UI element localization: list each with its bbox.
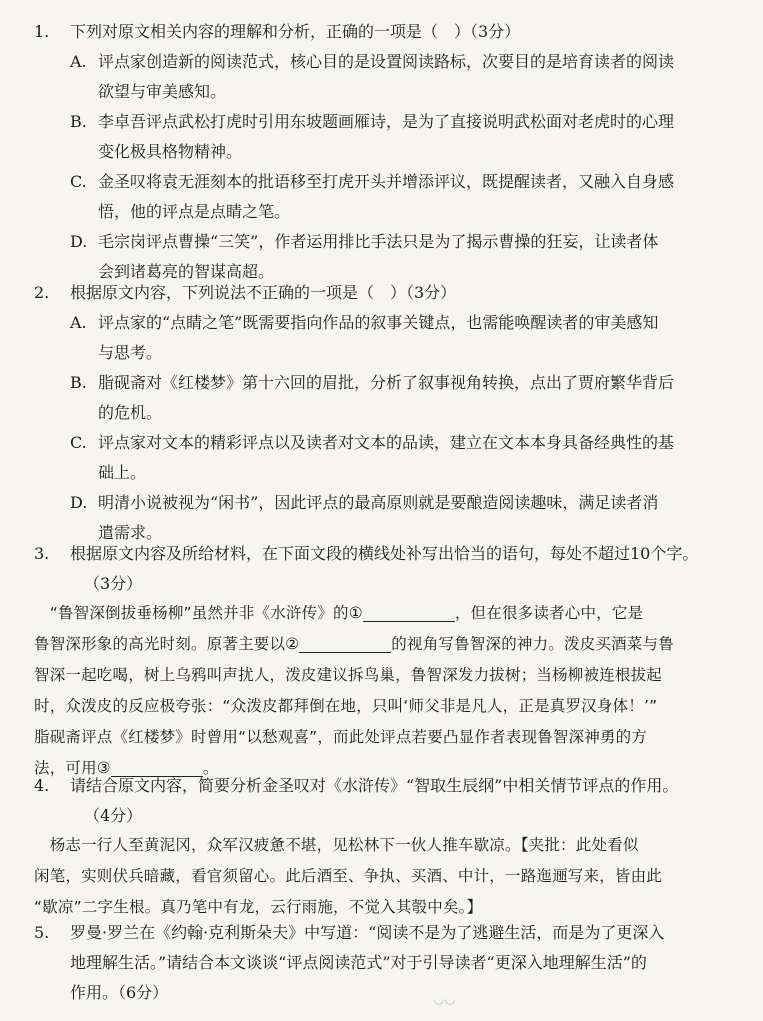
option-letter: A. <box>70 313 87 332</box>
watermark-icon: ◡◡ <box>433 992 456 1007</box>
passage-text: “歇凉”二字生根。真乃笔中有龙，云行雨施，不觉入其彀中矣。】 <box>34 898 483 916</box>
passage-text: 脂砚斋评点《红楼梦》时曾用“以愁观喜”，而此处评点若要凸显作者表现鲁智深神勇的方 <box>34 728 648 746</box>
question-stem: 下列对原文相关内容的理解和分析，正确的一项是（ ）（3分） <box>70 22 521 41</box>
passage-text: 杨志一行人至黄泥冈，众军汉疲惫不堪，见松林下一伙人推车歇凉。【夹批：此处看似 <box>34 836 639 854</box>
option-letter: C. <box>70 172 87 191</box>
question-number: 5. <box>34 923 50 942</box>
question-stem: 根据原文内容，下列说法不正确的一项是（ ）（3分） <box>70 283 457 302</box>
passage-text: 。 <box>202 759 219 777</box>
question-4 <box>34 771 734 831</box>
passage-text: 智深一起吃喝，树上乌鸦叫声扰人，泼皮建议拆鸟巢，鲁智深发力拔树；当杨柳被连根拔起 <box>34 666 663 684</box>
option-text: 的危机。 <box>98 403 163 422</box>
question-points: （3分） <box>84 574 143 593</box>
passage-text: ，但在很多读者心中，它是 <box>454 604 644 622</box>
question-number: 4. <box>34 776 50 795</box>
option-text: 础上。 <box>98 463 147 482</box>
passage-text: 的视角写鲁智深的神力。泼皮买酒菜与鲁 <box>391 635 674 653</box>
option-text: 遣需求。 <box>98 523 163 542</box>
option-text: 明清小说被视为“闲书”，因此评点的最高原则就是要酿造阅读趣味，满足读者消 <box>98 493 659 512</box>
answer-blank-1[interactable] <box>363 603 455 622</box>
question-stem: 罗曼·罗兰在《约翰·克利斯朵夫》中写道：“阅读不是为了逃避生活，而是为了更深入 <box>70 923 665 942</box>
question-2 <box>34 278 734 548</box>
question-points: （4分） <box>84 806 143 825</box>
question-stem: 请结合原文内容，简要分析金圣叹对《水浒传》“智取生辰纲”中相关情节评点的作用。 <box>70 776 679 795</box>
option-letter: D. <box>70 232 88 251</box>
option-letter: D. <box>70 493 88 512</box>
option-letter: B. <box>70 373 87 392</box>
question-stem: 作用。（6分） <box>70 983 169 1002</box>
question-number: 1. <box>34 22 50 41</box>
option-text: 评点家的“点睛之笔”既需要指向作品的叙事关键点，也需能唤醒读者的审美感知 <box>98 313 659 332</box>
question-number: 3. <box>34 544 50 563</box>
question-3 <box>34 539 734 599</box>
option-letter: A. <box>70 52 87 71</box>
option-text: 评点家创造新的阅读范式，核心目的是设置阅读路标，次要目的是培育读者的阅读 <box>98 52 675 71</box>
option-text: 金圣叹将袁无涯刻本的批语移至打虎开头并增添评议，既提醒读者，又融入自身感 <box>98 172 675 191</box>
option-text: 与思考。 <box>98 343 163 362</box>
question-stem: 根据原文内容及所给材料，在下面文段的横线处补写出恰当的语句，每处不超过10个字。 <box>70 544 699 563</box>
question-1 <box>34 17 734 287</box>
option-text: 李卓吾评点武松打虎时引用东坡题画雁诗，是为了直接说明武松面对老虎时的心理 <box>98 112 675 131</box>
question-stem: 地理解生活。”请结合本文谈谈“评点阅读范式”对于引导读者“更深入地理解生活”的 <box>70 953 647 972</box>
question-number: 2. <box>34 283 50 302</box>
passage-text: “鲁智深倒拔垂杨柳”虽然并非《水浒传》的① <box>34 604 363 622</box>
question-4-passage <box>34 830 724 923</box>
option-letter: C. <box>70 433 87 452</box>
answer-blank-2[interactable] <box>299 634 391 653</box>
option-text: 脂砚斋对《红楼梦》第十六回的眉批，分析了叙事视角转换，点出了贾府繁华背后 <box>98 373 675 392</box>
passage-text: 闲笔，实则伏兵暗藏，看官须留心。此后酒至、争执、买酒、中计，一路迤逦写来，皆由此 <box>34 867 663 885</box>
option-text: 毛宗岗评点曹操“三笑”，作者运用排比手法只是为了揭示曹操的狂妄，让读者体 <box>98 232 659 251</box>
question-5 <box>34 918 734 1008</box>
option-letter: B. <box>70 112 87 131</box>
option-text: 会到诸葛亮的智谋高超。 <box>98 262 275 281</box>
option-text: 欲望与审美感知。 <box>98 82 227 101</box>
passage-text: 鲁智深形象的高光时刻。原著主要以② <box>34 635 300 653</box>
passage-text: 时，众泼皮的反应极夸张：“众泼皮都拜倒在地，只叫‘师父非是凡人，正是真罗汉身体！’” <box>34 697 658 715</box>
question-3-passage <box>34 598 724 784</box>
option-text: 悟，他的评点是点睛之笔。 <box>98 202 291 221</box>
option-text: 评点家对文本的精彩评点以及读者对文本的品读，建立在文本本身具备经典性的基 <box>98 433 675 452</box>
option-text: 变化极具格物精神。 <box>98 142 243 161</box>
passage-text: 法，可用③ <box>34 759 111 777</box>
